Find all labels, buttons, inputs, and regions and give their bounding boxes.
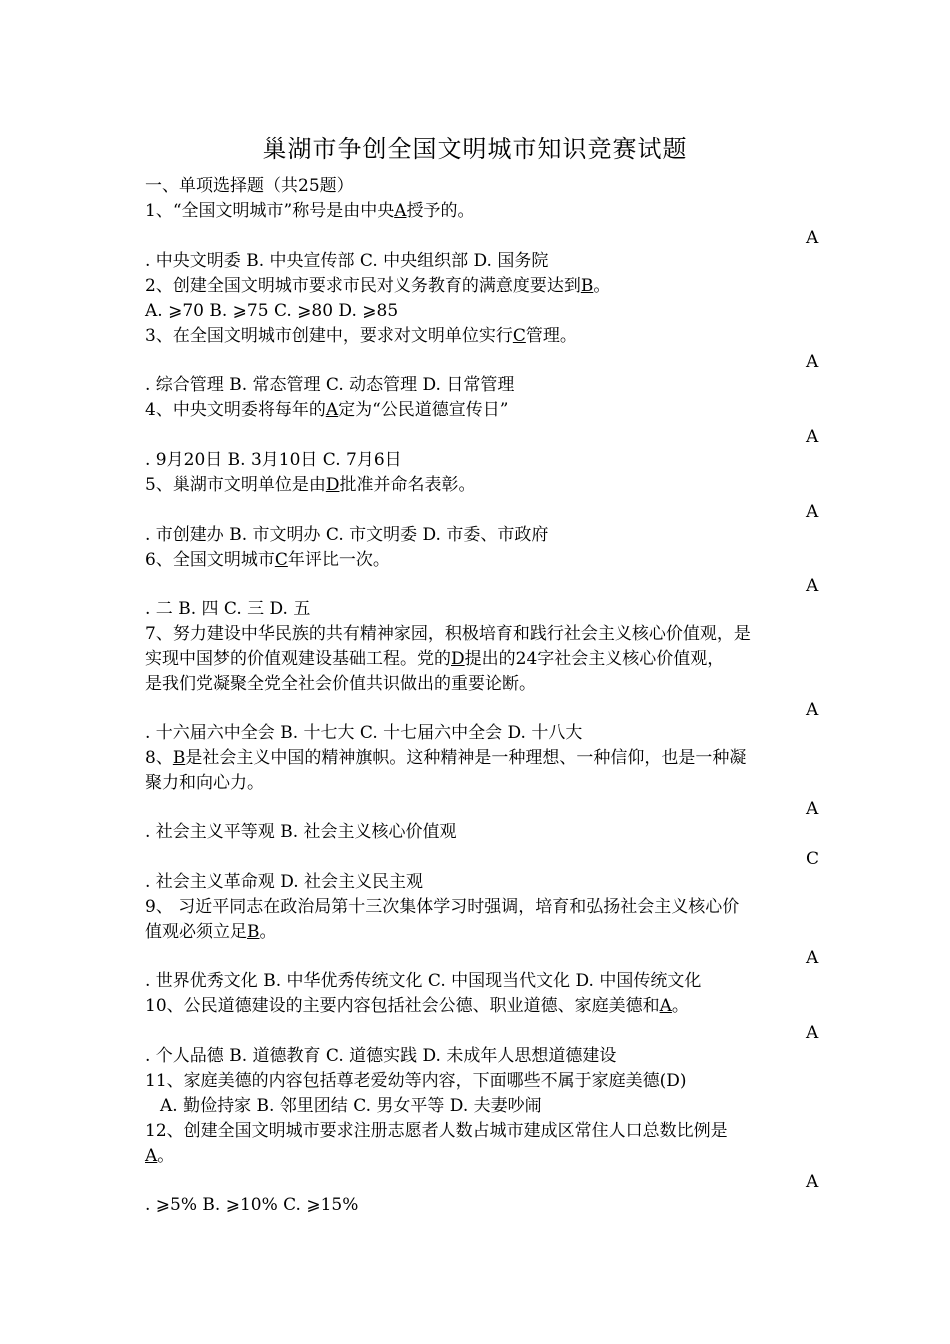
question-5-option-letter: A (806, 502, 819, 522)
question-2-options: A. ⩾70 B. ⩾75 C. ⩾80 D. ⩾85 (145, 301, 399, 321)
question-7-option-letter: A (806, 700, 819, 720)
question-6-stem: 6、全国文明城市C年评比一次。 (145, 550, 390, 570)
question-1-options: . 中央文明委 B. 中央宣传部 C. 中央组织部 D. 国务院 (145, 251, 549, 271)
question-12-option-letter: A (806, 1172, 819, 1192)
question-3-stem: 3、在全国文明城市创建中，要求对文明单位实行C管理。 (145, 326, 577, 346)
question-5-options: . 市创建办 B. 市文明办 C. 市文明委 D. 市委、市政府 (145, 525, 549, 545)
question-10-options: . 个人品德 B. 道德教育 C. 道德实践 D. 未成年人思想道德建设 (145, 1046, 617, 1066)
question-10-option-letter: A (806, 1023, 819, 1043)
question-12-answer: A (145, 1146, 158, 1166)
question-12-stem-line-2: A。 (145, 1146, 175, 1166)
question-9-option-letter: A (806, 948, 819, 968)
question-8-stem: 8、B是社会主义中国的精神旗帜。这种精神是一种理想、一种信仰，也是一种凝 (145, 748, 747, 768)
document-title: 巢湖市争创全国文明城市知识竞赛试题 (262, 135, 688, 163)
question-8-option-letter: A (806, 799, 819, 819)
question-8-answer: B (172, 748, 186, 768)
question-7-stem-line-2: 实现中国梦的价值观建设基础工程。党的D提出的24字社会主义核心价值观， (145, 649, 725, 669)
question-3-options: . 综合管理 B. 常态管理 C. 动态管理 D. 日常管理 (145, 375, 515, 395)
question-10-answer: A (659, 996, 672, 1016)
question-8-stem-line-2: 聚力和向心力。 (145, 773, 264, 793)
question-3-option-letter: A (806, 352, 819, 372)
question-1-stem: 1、“全国文明城市”称号是由中央A授予的。 (145, 201, 475, 221)
question-4-stem: 4、中央文明委将每年的A定为“公民道德宣传日” (145, 400, 509, 420)
question-12-stem-line-1: 12、创建全国文明城市要求注册志愿者人数占城市建成区常住人口总数比例是 (145, 1121, 728, 1141)
question-7-stem-line-1: 7、努力建设中华民族的共有精神家园，积极培育和践行社会主义核心价值观，是 (145, 624, 751, 644)
question-12-options: . ⩾5% B. ⩾10% C. ⩾15% (145, 1195, 359, 1215)
question-9-options: . 世界优秀文化 B. 中华优秀传统文化 C. 中国现当代文化 D. 中国传统文化 (145, 971, 702, 991)
question-11-stem: 11、家庭美德的内容包括尊老爱幼等内容，下面哪些不属于家庭美德(D) (145, 1071, 687, 1091)
question-6-answer: C (274, 550, 288, 570)
question-2-answer: B (580, 276, 594, 296)
question-7-options: . 十六届六中全会 B. 十七大 C. 十七届六中全会 D. 十八大 (145, 723, 583, 743)
question-10-stem: 10、公民道德建设的主要内容包括社会公德、职业道德、家庭美德和A。 (145, 996, 689, 1016)
question-2-stem: 2、创建全国文明城市要求市民对义务教育的满意度要达到B。 (145, 276, 611, 296)
question-3-answer: C (512, 326, 526, 346)
question-1-answer: A (394, 201, 407, 221)
question-7-answer: D (451, 649, 465, 669)
question-9-stem-line-1: 9、 习近平同志在政治局第十三次集体学习时强调，培育和弘扬社会主义核心价 (145, 897, 740, 917)
question-8-options-2: . 社会主义革命观 D. 社会主义民主观 (145, 872, 424, 892)
question-9-answer: B (247, 922, 260, 942)
question-4-answer: A (325, 400, 339, 420)
question-1-option-letter: A (806, 228, 819, 248)
question-6-options: . 二 B. 四 C. 三 D. 五 (145, 599, 311, 619)
question-8-option-letter-2: C (806, 849, 820, 869)
question-8-options: . 社会主义平等观 B. 社会主义核心价值观 (145, 822, 457, 842)
section-heading: 一、单项选择题（共25题） (145, 176, 354, 196)
question-4-option-letter: A (806, 427, 819, 447)
question-11-options: A. 勤俭持家 B. 邻里团结 C. 男女平等 D. 夫妻吵闹 (160, 1096, 542, 1116)
question-6-option-letter: A (806, 576, 819, 596)
question-4-options: . 9月20日 B. 3月10日 C. 7月6日 (145, 450, 402, 470)
question-5-stem: 5、巢湖市文明单位是由D批准并命名表彰。 (145, 475, 476, 495)
question-7-stem-line-3: 是我们党凝聚全党全社会价值共识做出的重要论断。 (145, 674, 536, 694)
question-9-stem-line-2: 值观必须立足B。 (145, 922, 277, 942)
question-5-answer: D (325, 475, 340, 495)
